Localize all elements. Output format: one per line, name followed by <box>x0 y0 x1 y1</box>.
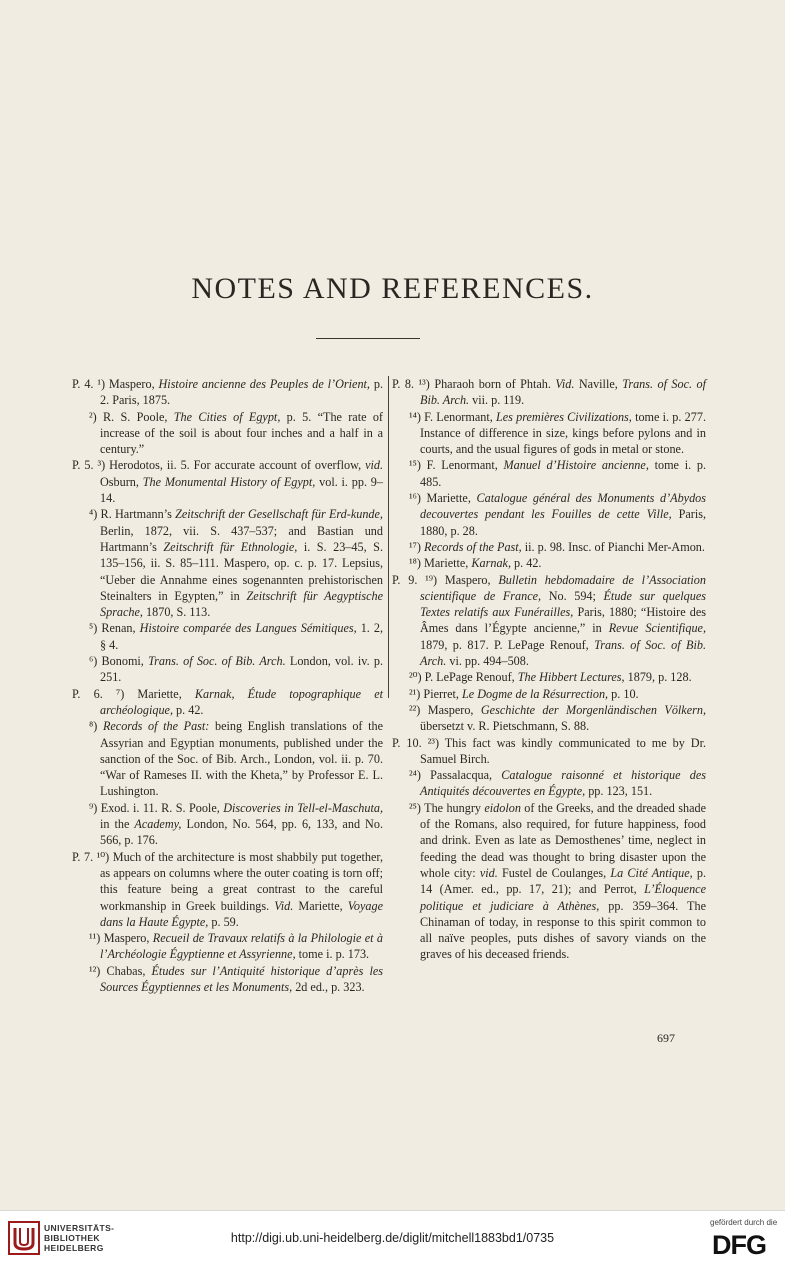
note-text: No. 594; <box>541 588 604 603</box>
note-text: p. 42. <box>173 702 204 717</box>
note-title-text: Zeitschrift für Ethnologie, <box>163 539 298 554</box>
note-title-text: vid. <box>479 865 498 880</box>
note-text: vi. pp. 494–508. <box>446 654 529 669</box>
note-title-text: Zeitschrift für Aegyptische Sprache, <box>100 588 383 620</box>
reference-note <box>72 800 383 849</box>
note-text: ⁹) Exod. i. 11. R. S. Poole, <box>89 800 224 815</box>
note-title-text: Le Dogme de la Résurrection, <box>462 686 609 701</box>
note-title-text: Vid. <box>274 898 294 913</box>
reference-note <box>392 457 706 490</box>
reference-note <box>392 702 706 735</box>
note-title-text: The Cities of Egypt, <box>173 409 281 424</box>
note-text: ⁵) Renan, <box>89 621 140 636</box>
note-text: i. S. 23–45, S. 135–156, ii. S. 85–111. Maspero, op. c. p. 17. Lepsius, “Ueber die Annahme eines sogenannten prehistorischen Steinalters in Egypten,” in <box>100 539 383 603</box>
note-title-text: Zeitschrift der Gesellschaft für Erd-kunde, <box>175 507 383 522</box>
note-text: ²⁴) Passalacqua, <box>409 768 502 783</box>
note-text: ¹¹) Maspero, <box>89 931 153 946</box>
note-text: P. 6. ⁷) Mariette, <box>72 686 195 701</box>
note-text: London, vol. iv. p. 251. <box>100 654 383 685</box>
page-number: 697 <box>657 1031 675 1045</box>
note-text: p. 59. <box>208 914 239 929</box>
note-title-text: Trans. of Soc. of Bib. Arch. <box>420 637 706 669</box>
reference-note <box>72 930 383 963</box>
note-text: pp. 359–364. The Chinaman of today, in response to this spirit common to all naïve peoples, puts dishes of savory viands on the graves of his deceased friends. <box>420 898 706 962</box>
note-text: ⁶) Bonomi, <box>89 654 149 669</box>
reference-note <box>72 653 383 686</box>
note-text: 2d ed., p. 323. <box>292 979 365 994</box>
note-text: P. 10. ²³) This fact was kindly communicated to me by Dr. Samuel Birch. <box>392 735 706 766</box>
left-notes-column <box>72 376 383 995</box>
note-text: ⁴) R. Hartmann’s <box>89 507 176 522</box>
viewer-footer <box>0 1210 785 1267</box>
reference-note <box>392 490 706 539</box>
note-text: ²⁰) P. LePage Renouf, <box>409 670 518 685</box>
note-text: 1. 2, § 4. <box>100 621 384 652</box>
note-title-text: Records of the Past: <box>102 719 210 734</box>
reference-note <box>72 686 383 719</box>
reference-note <box>72 457 383 506</box>
note-text: p. 5. “The rate of increase of the soil is about four inches and a half in a century.” <box>100 409 383 457</box>
note-text: p. 2. Paris, 1875. <box>100 377 383 408</box>
note-text: ¹⁷) <box>409 539 425 554</box>
note-text: Naville, <box>574 377 623 391</box>
note-text: tome i. p. 277. Instance of difference in size, kings before pylons and in courts, and the usual figures of gods in metal or stone. <box>420 409 706 457</box>
note-text: ²) R. S. Poole, <box>89 409 174 424</box>
note-text: p. 10. <box>608 686 639 701</box>
note-text: Paris, 1880, p. 28. <box>420 507 706 538</box>
note-title-text: Trans. of Soc. of Bib. Arch. <box>148 654 286 669</box>
reference-note <box>72 409 383 458</box>
note-title-text: Études sur l’Antiquité historique d’après les Sources Égyptiennes et les Monuments, <box>100 963 384 994</box>
note-title-text: Karnak, <box>471 556 511 571</box>
note-text: übersetzt v. R. Pietschmann, S. 88. <box>420 719 590 734</box>
note-title-text: Vid. <box>555 377 575 391</box>
reference-note <box>392 409 706 458</box>
reference-note <box>392 539 706 555</box>
note-title-text: Étude sur quelques Textes relatifs aux Funérailles, <box>420 588 706 620</box>
note-text: Paris, 1880; “Histoire des Âmes dans l’Égypte ancienne,” in <box>420 605 706 636</box>
reference-note <box>392 800 706 963</box>
title-rule <box>316 338 420 339</box>
note-title-text: Revue Scientifique, <box>608 621 706 636</box>
page-url-link[interactable]: http://digi.ub.uni-heidelberg.de/diglit/mitchell1883bd1/0735 <box>230 1231 555 1245</box>
note-title-text: Academy, <box>134 817 182 832</box>
note-text: p. 14 (Amer. ed., pp. 17, 21); and Perrot, <box>420 865 707 897</box>
note-title-text: Manuel d’Histoire ancienne, <box>503 458 649 473</box>
reference-note <box>72 849 383 930</box>
note-title-text: Discoveries in Tell-el-Maschuta, <box>223 800 383 815</box>
dfg-logo: DFG <box>712 1230 766 1260</box>
note-title-text: eidolon <box>484 800 521 815</box>
note-title-text: Voyage dans la Haute Égypte, <box>100 898 383 929</box>
note-text: 1879, p. 128. <box>624 670 692 685</box>
reference-note <box>72 506 383 620</box>
note-text: ²¹) Pierret, <box>409 686 462 701</box>
right-notes-column <box>392 376 706 963</box>
reference-note <box>72 620 383 653</box>
note-text: ¹⁶) Mariette, <box>409 491 477 506</box>
note-text: tome i. p. 173. <box>295 947 370 962</box>
note-title-text: Geschichte der Morgenländischen Völkern, <box>480 702 706 717</box>
note-text: 1879, p. 817. P. LePage Renouf, <box>420 637 595 652</box>
note-text: vol. i. pp. 9–14. <box>100 474 383 506</box>
note-text: pp. 123, 151. <box>585 784 653 799</box>
note-text: London, No. 564, pp. 6, 133, and No. 566, p. 176. <box>100 817 383 848</box>
note-text: tome i. p. 485. <box>420 458 706 489</box>
library-name: UNIVERSITÄTS- BIBLIOTHEK HEIDELBERG <box>44 1223 115 1253</box>
funded-by-label: gefördert durch die <box>710 1218 778 1227</box>
note-text: being English translations of the Assyrian and Egyptian monuments, published under the sanction of the Soc. of Bib. Arch., London, vol. ii. p. 70. “War of Rameses II. with the Kheta,” by Professor E. L. Lushington. <box>100 719 383 799</box>
note-text: ¹²) Chabas, <box>89 963 152 978</box>
note-text: Berlin, 1872, vii. S. 437–537; and Bastian und Hartmann’s <box>100 523 383 554</box>
note-text: p. 42. <box>511 556 542 571</box>
note-text: P. 4. ¹) Maspero, <box>72 377 159 391</box>
note-text: P. 7. ¹⁰) Much of the architecture is most shabbily put together, as appears on columns where the outer coating is torn off; this feature being a great contrast to the careful workmanship in Greek buildings. <box>72 849 383 913</box>
note-title-text: Bulletin hebdomadaire de l’Association scientifique de France, <box>420 572 706 603</box>
reference-note <box>392 735 706 768</box>
note-text: P. 8. ¹³) Pharaoh born of Phtah. <box>392 377 556 391</box>
reference-note <box>72 963 383 996</box>
note-title-text: Catalogue raisonné et historique des Antiquités découvertes en Égypte, <box>420 768 706 799</box>
note-title-text: Histoire comparée des Langues Sémitiques, <box>139 621 357 636</box>
reference-note <box>392 767 706 800</box>
note-text: Osburn, <box>100 474 143 489</box>
reference-note <box>392 669 706 685</box>
note-title-text: The Monumental History of Egypt, <box>142 474 316 489</box>
note-title-text: The Hibbert Lectures, <box>517 670 625 685</box>
note-text: ¹⁸) Mariette, <box>409 556 472 571</box>
reference-note <box>72 718 383 799</box>
reference-note <box>392 376 706 409</box>
reference-note <box>72 376 383 409</box>
note-text: ii. p. 98. Insc. of Pianchi Mer-Amon. <box>521 539 705 554</box>
note-title-text: L’Éloquence politique et judiciare à Athènes, <box>420 882 706 913</box>
note-title-text: Histoire ancienne des Peuples de l’Orient, <box>158 377 370 391</box>
page-title: NOTES AND REFERENCES. <box>191 272 594 305</box>
note-title-text: Les premières Civilizations, <box>495 409 632 424</box>
note-text: ¹⁵) F. Lenormant, <box>409 458 504 473</box>
note-text: in the <box>100 817 135 832</box>
note-text: 1870, S. 113. <box>142 605 211 620</box>
note-text: Mariette, <box>293 898 348 913</box>
note-text: ¹⁴) F. Lenormant, <box>409 409 496 424</box>
note-text: ²²) Maspero, <box>409 702 481 717</box>
note-title-text: Catalogue général des Monuments d’Abydos decouvertes pendant les Fouilles de cette Ville, <box>420 491 707 522</box>
note-text: P. 5. ³) Herodotos, ii. 5. For accurate account of overflow, <box>72 458 366 473</box>
note-text: vii. p. 119. <box>469 393 525 408</box>
note-text: ²⁵) The hungry <box>409 800 485 815</box>
note-title-text: Recueil de Travaux relatifs à la Philologie et à l’Archéologie Égyptienne et Assyrienne, <box>100 931 384 962</box>
note-title-text: La Cité Antique, <box>610 865 693 880</box>
reference-note <box>392 686 706 702</box>
note-title-text: Karnak, Étude topographique et archéologique, <box>100 686 383 717</box>
reference-note <box>392 572 706 670</box>
column-divider <box>388 376 389 698</box>
note-text: Fustel de Coulanges, <box>497 865 611 880</box>
note-title-text: vid. <box>365 458 383 473</box>
note-text: ⁸) <box>89 719 103 734</box>
note-text: of the Greeks, and the dreaded shade of the Romans, also required, for future happiness, food and drink. Even as late as Demosthenes’ time, neglect in feeding the dead was thought to bring disaster upon the whole city: <box>420 800 706 880</box>
note-title-text: Trans. of Soc. of Bib. Arch. <box>420 377 706 408</box>
note-text: P. 9. ¹⁹) Maspero, <box>392 572 499 587</box>
reference-note <box>392 555 706 571</box>
note-title-text: Records of the Past, <box>424 539 522 554</box>
